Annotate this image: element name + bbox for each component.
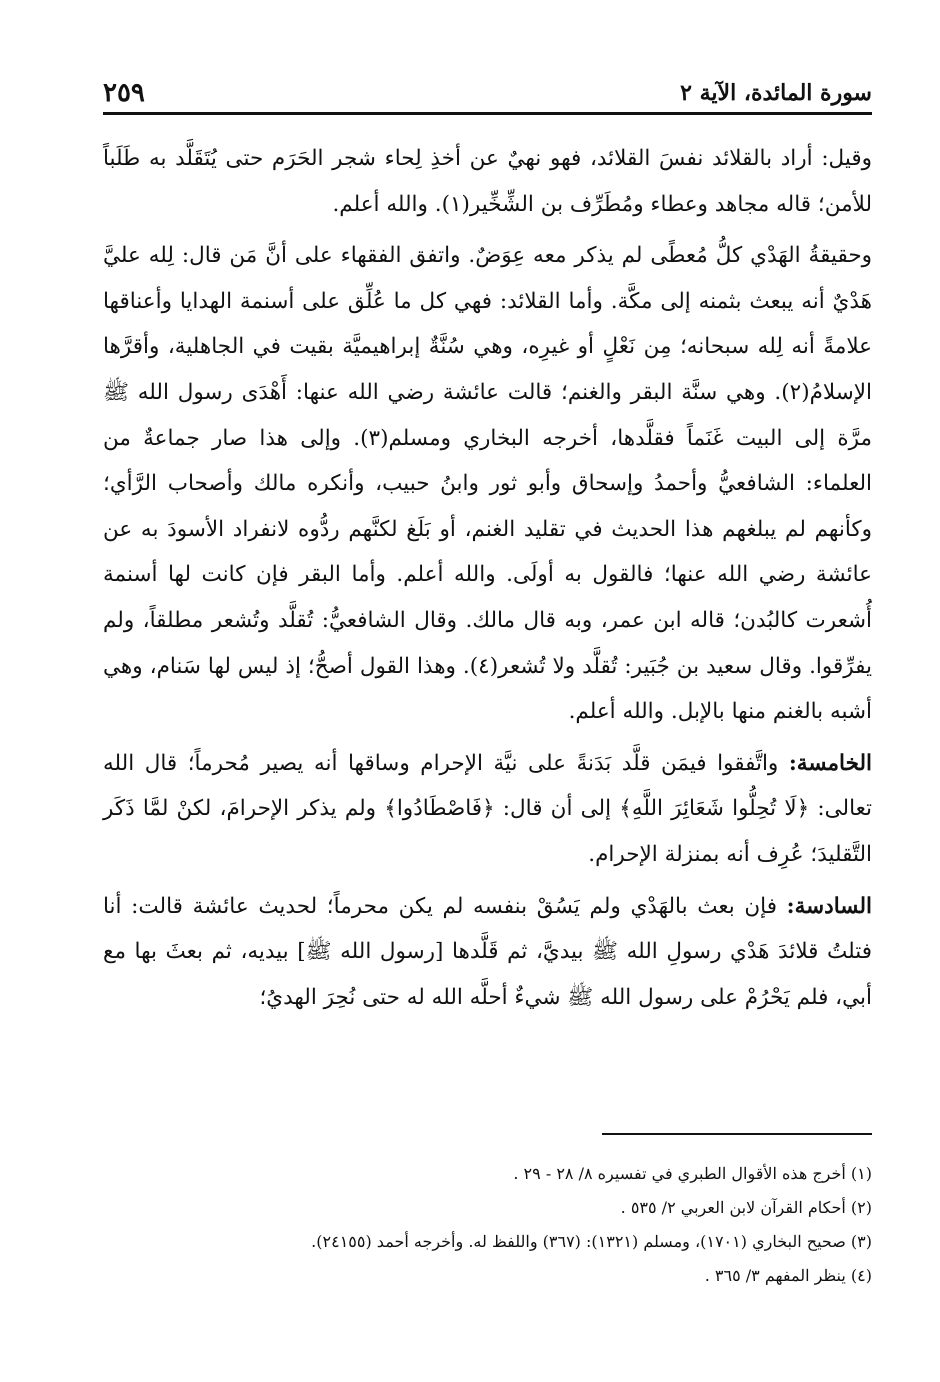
- main-text: [103, 136, 872, 1026]
- footnote-divider: [602, 1133, 872, 1135]
- footnotes: [103, 1157, 872, 1293]
- paragraph-fifth: [103, 741, 872, 878]
- paragraph-text: وقيل: أراد بالقلائد نفسَ القلائد، فهو نهيٌ عن أخذِ لِحاء شجر الحَرَم حتى يُتَقَلَّد به طَلَباً للأمن؛ قاله مجاهد وعطاء ومُطَرِّف بن الشِّخِّير(١). والله أعلم.: [103, 146, 872, 217]
- footnote: (٣) صحيح البخاري (١٧٠١)، ومسلم (١٣٢١): (٣٦٧) واللفظ له. وأخرجه أحمد (٢٤١٥٥).: [311, 1232, 872, 1251]
- section-label: الخامسة:: [788, 750, 872, 776]
- footnote: (٢) أحكام القرآن لابن العربي ٢/ ٥٣٥ .: [620, 1198, 872, 1217]
- paragraph-text: فإن بعث بالهَدْي ولم يَسُقْ بنفسه لم يكن محرماً؛ لحديث عائشة قالت: أنا فتلتُ قلائدَ هَدْي رسولِ الله ﷺ بيديَّ، ثم قَلَّدها [رسول الله ﷺ] بيديه، ثم بعثَ بها مع أبي، فلم يَحْرُمْ على رسول الله ﷺ شيءٌ أحلَّه الله له حتى نُحِرَ الهديُ؛: [103, 893, 872, 1010]
- page-header: [103, 66, 872, 115]
- paragraph-qila: [103, 136, 872, 227]
- page-number: ٢٥٩: [103, 78, 145, 108]
- paragraph-hadi: [103, 233, 872, 735]
- paragraph-sixth: [103, 884, 872, 1021]
- footnote: (٤) ينظر المفهم ٣/ ٣٦٥ .: [704, 1266, 872, 1285]
- section-label: السادسة:: [786, 893, 872, 919]
- footnote: (١) أخرج هذه الأقوال الطبري في تفسيره ٨/ ٢٨ - ٢٩ .: [513, 1164, 872, 1183]
- paragraph-text: واتَّفقوا فيمَن قلَّد بَدَنةً على نيَّة الإحرام وساقها أنه يصير مُحرماً؛ قال الله تعالى: ﴿لَا تُحِلُّوا شَعَائِرَ اللَّهِ﴾ إلى أن قال: ﴿فَاصْطَادُوا﴾ ولم يذكر الإحرامَ، لكنْ لمَّا ذَكَر التَّقليدَ؛ عُرِف أنه بمنزلة الإحرام.: [103, 750, 872, 867]
- running-title: سورة المائدة، الآية ٢: [680, 80, 872, 106]
- paragraph-text: وحقيقةُ الهَدْي كلُّ مُعطًى لم يذكر معه عِوَضٌ. واتفق الفقهاء على أنَّ مَن قال: لِله عليَّ هَدْيٌ أنه يبعث بثمنه إلى مكَّة. وأما القلائد: فهي كل ما عُلِّق على أسنمة الهدايا وأعناقها علامةً أنه لِله سبحانه؛ مِن نَعْلٍ أو غيرِه، وهي سُنَّةٌ إبراهيميَّة بقيت في الجاهلية، وأقرَّها الإسلامُ(٢). وهي سنَّة البقر والغنم؛ قالت عائشة رضي الله عنها: أَهْدَى رسول الله ﷺ مرَّة إلى البيت غَنَماً فقلَّدها، أخرجه البخاري ومسلم(٣). وإلى هذا صار جماعةٌ من العلماء: الشافعيُّ وأحمدُ وإسحاق وأبو ثور وابنُ حبيب، وأنكره مالك وأصحاب الرَّأي؛ وكأنهم لم يبلغهم هذا الحديث في تقليد الغنم، أو بَلَغ لكنَّهم ردُّوه لانفراد الأسودَ به عن عائشة رضي الله عنها؛ فالقول به أولَى. والله أعلم. وأما البقر فإن كانت لها أسنمة أُشعرت كالبُدن؛ قاله ابن عمر، وبه قال مالك. وقال الشافعيُّ: تُقلَّد وتُشعر مطلقاً، ولم يفرِّقوا. وقال سعيد بن جُبَير: تُقلَّد ولا تُشعر(٤). وهذا القول أصحُّ؛ إذ ليس لها سَنام، وهي أشبه بالغنم منها بالإبل. والله أعلم.: [103, 243, 873, 725]
